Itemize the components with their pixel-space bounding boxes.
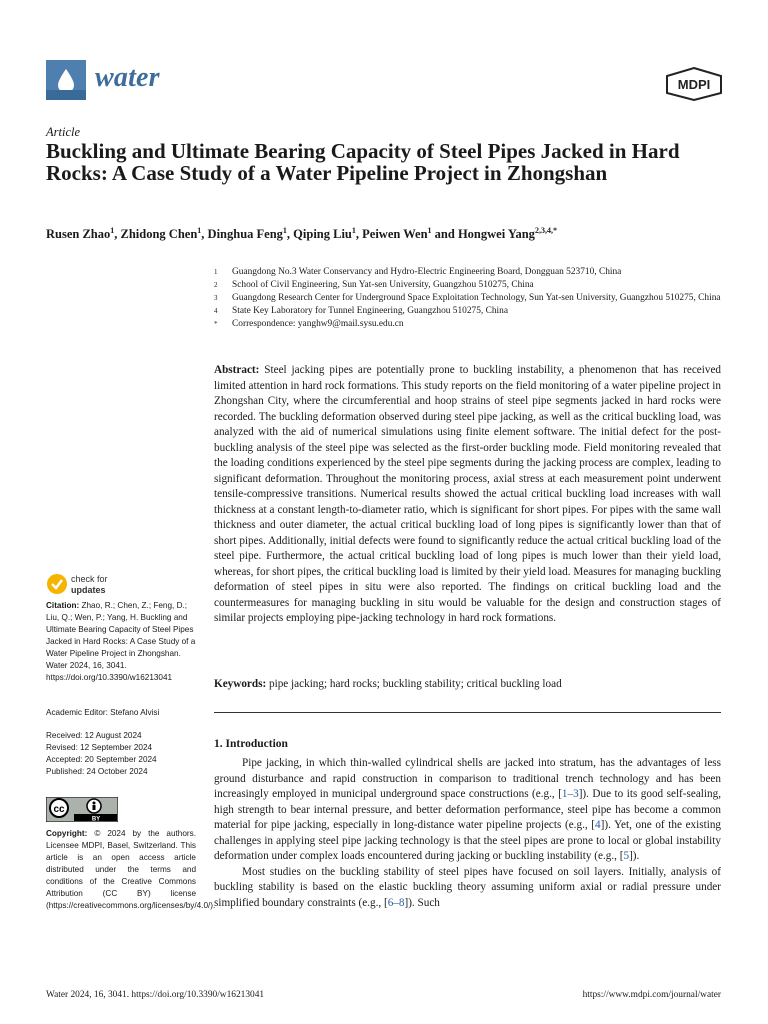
author-affiliation-marker: 1	[282, 226, 287, 235]
date-line: Revised: 12 September 2024	[46, 743, 153, 752]
article-title: Buckling and Ultimate Bearing Capacity of Steel Pipes Jacked in Hard Rocks: A Case Study of a Water Pipeline Project in Zhongshan	[46, 139, 680, 185]
cc-by-license-icon[interactable]	[46, 797, 118, 822]
author-separator: ,	[201, 227, 208, 242]
citation-text: Zhao, R.; Chen, Z.; Feng, D.; Liu, Q.; Wen, P.; Yang, H. Buckling and Ultimate Bearing Capacity of Steel Pipes Jacked in Hard Rocks: A Case Study of a Water Pipeline Project in Zhongshan. Water 2024, 16, 3041. https://doi.org/10.3390/w16213041	[46, 601, 196, 682]
reference-link[interactable]: 4	[595, 819, 601, 831]
abstract-text: Steel jacking pipes are potentially prone to buckling instability, a phenomenon that has received limited attention in hard rock formations. This study reports on the field monitoring of a water pipeline project in Zhongshan City, where the circumferential and hoop strains of steel pipe segments jacked in hard rocks were recorded. The buckling deformation observed during steel pipe jacking, as well as the critical buckling load, was analyzed with the aid of numerical simulations using finite element software. The initial defect for the post-buckling analysis of the steel pipe was selected as the first-order buckling mode. Field monitoring revealed that the loading conditions experienced by the steel pipe segments during the jacking process are complex, leading to significant deformation. Throughout the monitoring process, axial stress at each measurement point underwent tensile-compressive transitions. Numerical results showed the actual critical buckling load increases with wall thickness at a constant length-to-diameter ratio, which is significant for short pipes. For pipes with the same wall thickness and outer diameter, the actual critical buckling load of long pipes is significantly lower than that of short pipes. Additionally, initial defects were found to significantly reduce the actual critical buckling load of the steel pipe. Furthermore, the actual critical buckling load of long pipes is much lower than their yield load, whereas, for short pipes, the critical buckling load is limited by their yield load. Measures for managing buckling deformation of steel pipes in situ were also reported. The findings on critical buckling load and the countermeasures for managing buckling in situ would be valuable for the design and construction stages of similar projects employing pipe-jacking technology in hard rock formations.	[214, 364, 722, 624]
affiliation-number: 2	[214, 281, 218, 289]
affiliation-item	[214, 318, 724, 331]
check-updates-line2: updates	[71, 585, 106, 595]
date-line: Accepted: 20 September 2024	[46, 755, 157, 764]
journal-name: water	[95, 62, 160, 93]
copyright-text: © 2024 by the authors. Licensee MDPI, Basel, Switzerland. This article is an open access article distributed under the terms and conditions of the Creative Commons Attribution (CC BY) license (https://creativecommons.org/licenses/by/4.0/).	[46, 829, 216, 910]
copyright-label: Copyright:	[46, 829, 88, 838]
affiliation-item	[214, 279, 724, 292]
intro-body	[214, 756, 721, 911]
affiliation-text: School of Civil Engineering, Sun Yat-sen University, Guangzhou 510275, China	[232, 280, 534, 290]
section-heading: 1. Introduction	[214, 738, 288, 750]
publication-dates	[46, 730, 157, 778]
copyright	[46, 828, 216, 912]
author-separator: ,	[114, 227, 121, 242]
author-name[interactable]: Dinghua Feng	[207, 227, 283, 242]
author-affiliation-marker: 1	[110, 226, 115, 235]
publisher-name: MDPI	[677, 77, 711, 92]
academic-editor: Academic Editor: Stefano Alvisi	[46, 708, 160, 717]
author-separator: ,	[355, 227, 363, 242]
citation-label: Citation:	[46, 601, 80, 610]
author-list	[46, 226, 736, 242]
affiliation-text: Correspondence: yanghw9@mail.sysu.edu.cn	[232, 319, 404, 329]
intro-paragraph	[214, 756, 721, 865]
affiliation-number: 1	[214, 268, 218, 276]
author-separator: ,	[286, 227, 294, 242]
date-line: Received: 12 August 2024	[46, 731, 142, 740]
divider	[214, 712, 721, 713]
author-affiliation-marker: 1	[427, 226, 432, 235]
affiliation-number: 4	[214, 307, 218, 315]
affiliation-text: Guangdong No.3 Water Conservancy and Hydro-Electric Engineering Board, Dongguan 523710, China	[232, 267, 622, 277]
author-name[interactable]: Rusen Zhao	[46, 227, 111, 242]
keywords	[214, 678, 721, 690]
publisher-logo	[665, 67, 723, 101]
footer-journal-link[interactable]: https://www.mdpi.com/journal/water	[582, 990, 721, 1000]
author-name[interactable]: Peiwen Wen	[362, 227, 428, 242]
affiliation-text: State Key Laboratory for Tunnel Engineering, Guangzhou 510275, China	[232, 306, 508, 316]
keywords-text: pipe jacking; hard rocks; buckling stability; critical buckling load	[269, 678, 562, 690]
text-run: ]). Yet, one of the existing challenges in applying steel pipe jacking technology is that the steel pipes are prone to local or global instability deformation under complex loads encountered during jacking or buckling instability (e.g., [	[214, 819, 722, 862]
author-affiliation-marker: 1	[197, 226, 202, 235]
intro-paragraph	[214, 865, 721, 912]
author-name[interactable]: Zhidong Chen	[120, 227, 198, 242]
affiliation-list	[214, 266, 724, 331]
abstract	[214, 363, 721, 627]
article-type: Article	[46, 125, 81, 139]
check-for-updates-button[interactable]	[46, 571, 156, 597]
reference-link[interactable]: 6–8	[387, 896, 405, 909]
text-run: ]). Due to its good self-sealing, high strength to bear internal pressure, and better deformation performance, steel pipe has become a common material for pipe jacking, especially in long-distance water pipeline projects (e.g., [	[214, 788, 721, 831]
affiliation-number: *	[214, 320, 218, 328]
cc-label: BY	[91, 816, 101, 822]
affiliation-item	[214, 305, 724, 318]
affiliation-text: Guangdong Research Center for Underground Space Exploitation Technology, Sun Yat-sen University, Guangzhou 510275, China	[232, 293, 721, 303]
author-name[interactable]: Qiping Liu	[293, 227, 352, 242]
author-affiliation-marker: 1	[351, 226, 356, 235]
reference-link[interactable]: 1–3	[561, 788, 579, 800]
author-separator: and	[431, 227, 458, 242]
citation	[46, 600, 196, 684]
affiliation-item	[214, 292, 724, 305]
keywords-label: Keywords:	[214, 678, 267, 690]
svg-text:cc: cc	[53, 804, 65, 815]
author-name[interactable]: Hongwei Yang	[457, 227, 535, 242]
affiliation-item	[214, 266, 724, 279]
text-run: Pipe jacking, in which thin-walled cylindrical shells are jacked into stratum, has the advantages of less ground disturbance and rapid construction in comparison to traditional trench technology and has been increasingly employed in municipal underground space constructions (e.g., [	[214, 757, 721, 800]
abstract-label: Abstract:	[214, 364, 260, 376]
text-run: ]).	[629, 850, 640, 862]
footer-citation: Water 2024, 16, 3041. https://doi.org/10.3390/w16213041	[46, 990, 265, 1000]
affiliation-number: 3	[214, 294, 218, 302]
text-run: ]). Such	[404, 896, 440, 909]
author-affiliation-marker: 2,3,4,*	[534, 226, 557, 235]
text-run: Most studies on the buckling stability of steel pipes have focused on soil layers. Initially, analysis of buckling stability is based on the elastic buckling theory assuming uniform axial or radial pressure under simplified boundary constraints (e.g., [	[214, 865, 721, 909]
reference-link[interactable]: 5	[623, 850, 630, 862]
journal-logo-icon	[46, 60, 86, 100]
check-updates-line1: check for	[71, 574, 108, 584]
date-line: Published: 24 October 2024	[46, 767, 148, 776]
